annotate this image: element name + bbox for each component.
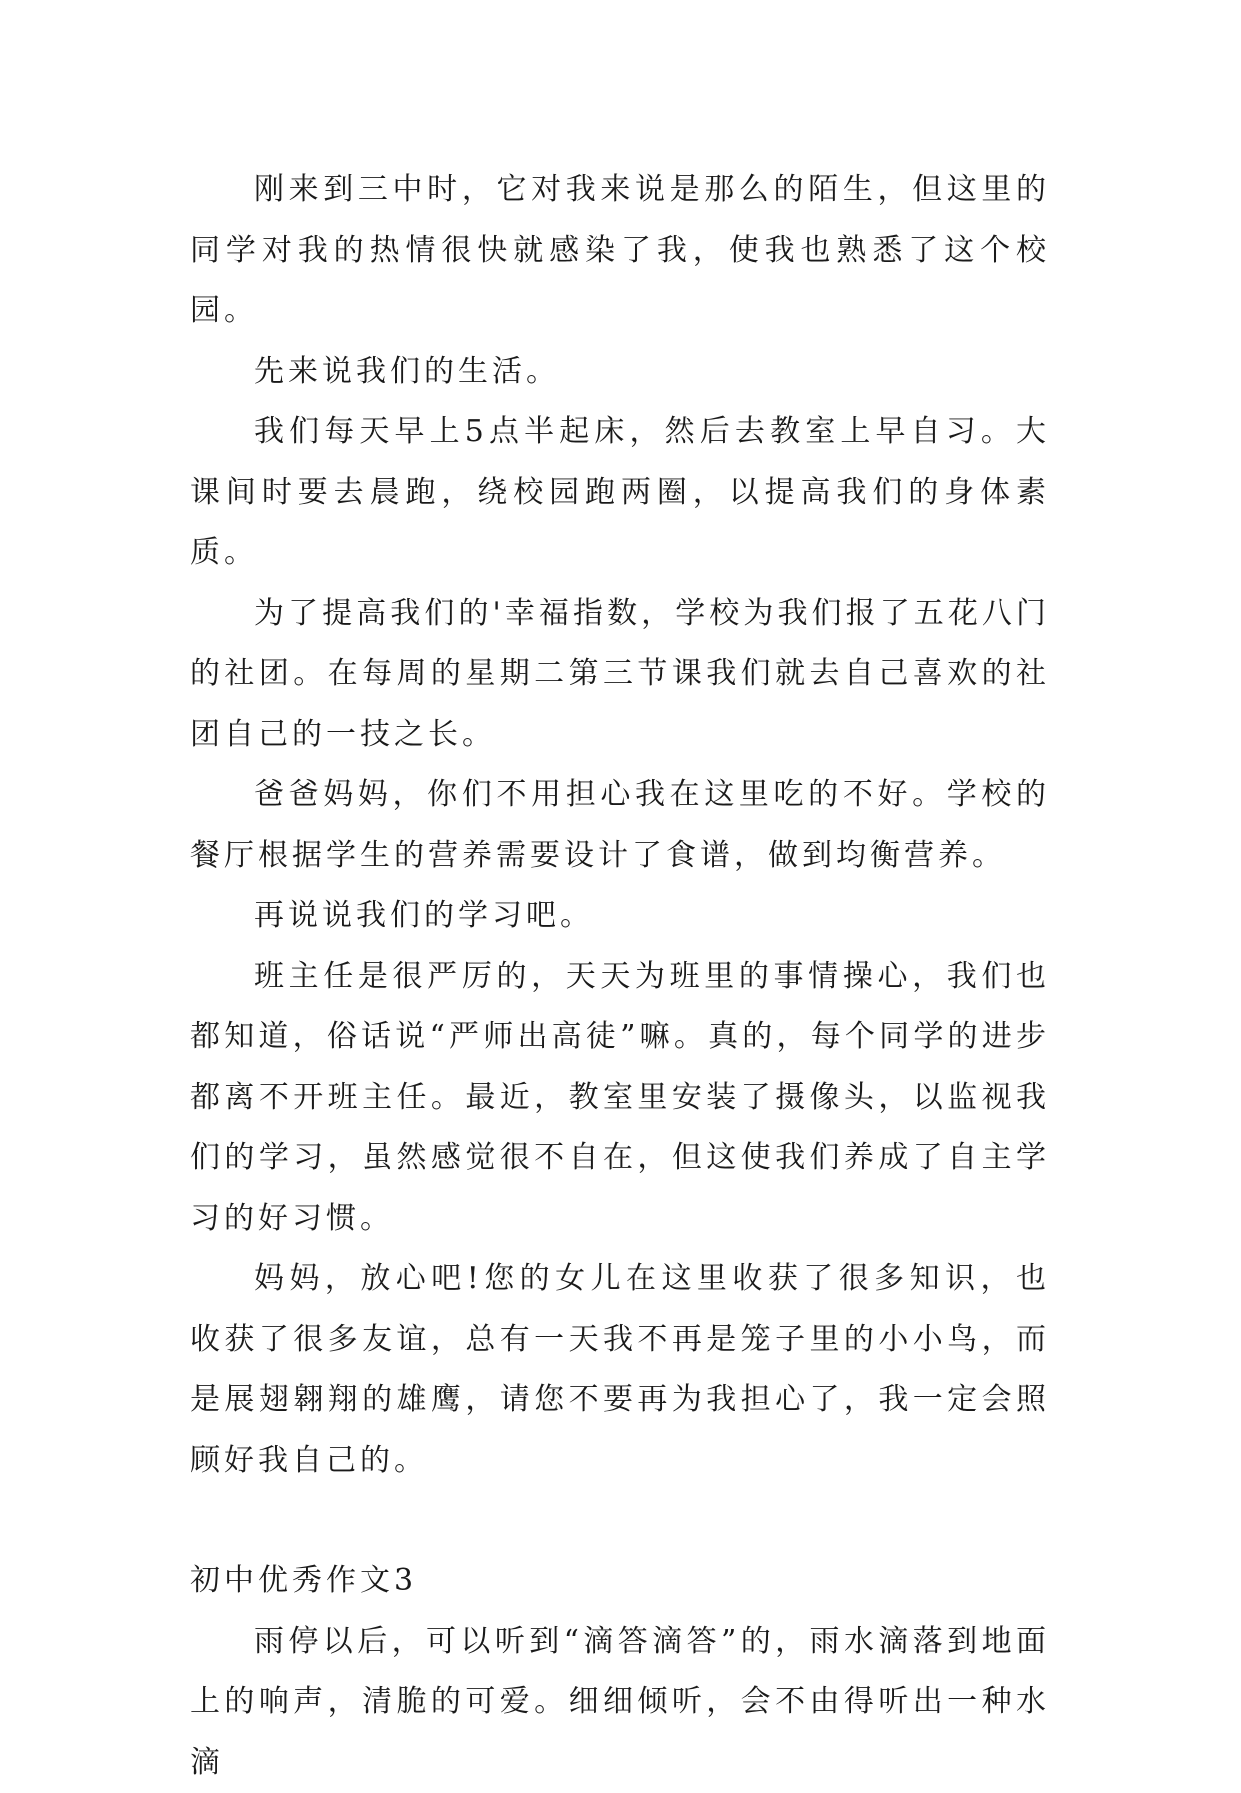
document-body [190,160,1050,1793]
paragraph: 妈妈，放心吧!您的女儿在这里收获了很多知识，也收获了很多友谊，总有一天我不再是笼子里的小小鸟，而是展翅翱翔的雄鹰，请您不要再为我担心了，我一定会照顾好我自己的。 [190,1249,1050,1491]
paragraph: 为了提高我们的'幸福指数，学校为我们报了五花八门的社团。在每周的星期二第三节课我们就去自己喜欢的社团自己的一技之长。 [190,584,1050,766]
paragraph: 再说说我们的学习吧。 [190,886,1050,947]
paragraph: 我们每天早上5点半起床，然后去教室上早自习。大课间时要去晨跑，绕校园跑两圈，以提高我们的身体素质。 [190,402,1050,584]
paragraph: 爸爸妈妈，你们不用担心我在这里吃的不好。学校的餐厅根据学生的营养需要设计了食谱，做到均衡营养。 [190,765,1050,886]
paragraph: 班主任是很严厉的，天天为班里的事情操心，我们也都知道，俗话说“严师出高徒”嘛。真的，每个同学的进步都离不开班主任。最近，教室里安装了摄像头，以监视我们的学习，虽然感觉很不自在，但这使我们养成了自主学习的好习惯。 [190,947,1050,1250]
paragraph: 先来说我们的生活。 [190,342,1050,403]
paragraph: 刚来到三中时，它对我来说是那么的陌生，但这里的同学对我的热情很快就感染了我，使我也熟悉了这个校园。 [190,160,1050,342]
section-heading: 初中优秀作文3 [190,1551,1050,1612]
paragraph: 雨停以后，可以听到“滴答滴答”的，雨水滴落到地面上的响声，清脆的可爱。细细倾听，会不由得听出一种水滴 [190,1612,1050,1793]
